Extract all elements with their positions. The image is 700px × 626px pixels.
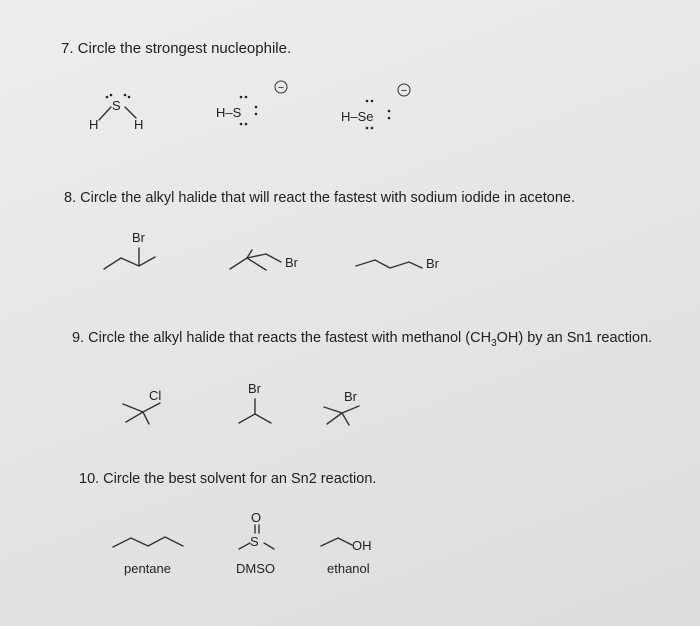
h2s-h-right: H: [134, 117, 144, 132]
h2s-sulfur: S: [112, 98, 121, 113]
q9-alkyl-halide-2[interactable]: [239, 381, 271, 423]
question-10: 10. Circle the best solvent for an Sn2 reaction.: [79, 471, 377, 487]
hse-label: H–Se: [341, 109, 374, 124]
oxygen-label: O: [251, 510, 262, 525]
bromine-label: Br: [285, 255, 298, 270]
h2s-structure[interactable]: [89, 94, 143, 132]
hs-label: H–S: [216, 105, 242, 120]
ethanol-label: ethanol: [327, 561, 370, 576]
h2s-h-left: H: [89, 117, 99, 132]
dmso-label: DMSO: [236, 561, 275, 576]
q9-alkyl-halide-1[interactable]: [123, 388, 161, 424]
q8-alkyl-halide-1[interactable]: [104, 230, 155, 269]
charge-sign: −: [400, 85, 408, 97]
ethanol-structure[interactable]: [321, 538, 372, 553]
question-7: 7. Circle the strongest nucleophile.: [61, 40, 292, 57]
q9-alkyl-halide-3[interactable]: [324, 389, 359, 425]
question-9-text-a: 9. Circle the alkyl halide that reacts the fastest with methanol (CH: [72, 330, 492, 346]
question-8: 8. Circle the alkyl halide that will react the fastest with sodium iodide in acetone.: [64, 190, 575, 206]
hydrosulfide-structure[interactable]: [216, 81, 287, 125]
q8-alkyl-halide-2[interactable]: [230, 250, 299, 270]
bromine-label: Br: [344, 389, 357, 404]
chlorine-label: Cl: [149, 388, 162, 403]
question-9-text-b: OH) by an Sn1 reaction.: [496, 330, 653, 346]
hydroselenide-structure[interactable]: [341, 84, 410, 129]
hydroxyl-label: OH: [352, 538, 372, 553]
q8-alkyl-halide-3[interactable]: [356, 256, 440, 271]
dmso-structure[interactable]: [239, 510, 274, 549]
pentane-label: pentane: [124, 561, 171, 576]
charge-sign: −: [277, 82, 285, 94]
question-9-subscript: 3: [491, 337, 497, 349]
bromine-label: Br: [426, 256, 439, 271]
pentane-structure[interactable]: [113, 537, 183, 547]
bromine-label: Br: [248, 381, 261, 396]
bromine-label: Br: [132, 230, 145, 245]
sulfur-label: S: [250, 534, 259, 549]
